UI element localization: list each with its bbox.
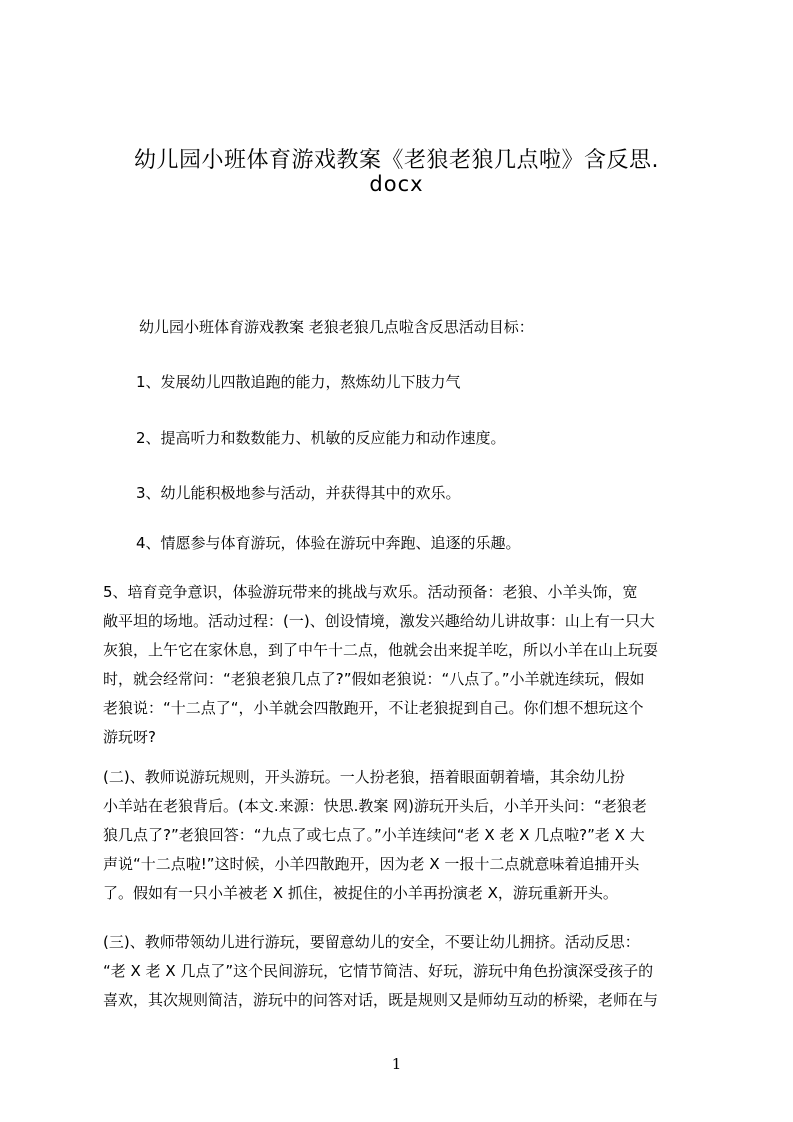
paragraph-line: (二)、教师说游玩规则，开头游玩。一人扮老狼，捂着眼面朝着墙，其余幼儿扮 [103, 768, 625, 786]
paragraph-line: 5、培育竞争意识，体验游玩带来的挑战与欢乐。活动预备：老狼、小羊头饰，宽 [103, 583, 638, 601]
paragraph-line: 了。假如有一只小羊被老 X 抓住，被捉住的小羊再扮演老 X，游玩重新开头。 [103, 884, 618, 902]
paragraph-line: 喜欢，其次规则简洁，游玩中的问答对话，既是规则又是师幼互动的桥梁，老师在与 [103, 991, 659, 1009]
paragraph-line: 敞平坦的场地。活动过程：(一)、创设情境，激发兴趣给幼儿讲故事：山上有一只大 [103, 612, 655, 630]
goal-item: 1、发展幼儿四散追跑的能力，熬炼幼儿下肢力气 [136, 373, 461, 391]
paragraph-line: 小羊站在老狼背后。(本文.来源：快思.教案 网)游玩开头后，小羊开头问：“老狼老 [103, 797, 647, 815]
step2-paragraph [103, 763, 718, 908]
goal5-paragraph [103, 578, 718, 752]
page-number: 1 [391, 1055, 402, 1073]
goal-item: 3、幼儿能积极地参与活动，并获得其中的欢乐。 [136, 484, 461, 502]
document-title: 幼儿园小班体育游戏教案《老狼老狼几点啦》含反思. [134, 148, 659, 173]
paragraph-line: “老 X 老 X 几点了”这个民间游玩，它情节简洁、好玩，游玩中角色扮演深受孩子的 [103, 962, 654, 980]
goal-item: 4、情愿参与体育游玩，体验在游玩中奔跑、追逐的乐趣。 [136, 534, 521, 552]
paragraph-line: 狼几点了?”老狼回答：“九点了或七点了。”小羊连续问“老 X 老 X 几点啦?”老 X 大 [103, 826, 645, 844]
document-title-extension: docx [369, 172, 424, 196]
intro-paragraph: 幼儿园小班体育游戏教案 老狼老狼几点啦含反思活动目标： [139, 318, 534, 336]
paragraph-line: 游玩呀? [103, 728, 156, 746]
paragraph-line: 灰狼，上午它在家休息，到了中午十二点，他就会出来捉羊吃，所以小羊在山上玩耍 [103, 641, 659, 659]
paragraph-line: 时，就会经常问：“老狼老狼几点了?”假如老狼说：“八点了。”小羊就连续玩，假如 [103, 670, 645, 688]
paragraph-line: 声说“十二点啦!”这时候，小羊四散跑开，因为老 X 一报十二点就意味着追捕开头 [103, 855, 640, 873]
paragraph-line: 老狼说：“十二点了“，小羊就会四散跑开，不让老狼捉到自己。你们想不想玩这个 [103, 699, 644, 717]
goal-item: 2、提高听力和数数能力、机敏的反应能力和动作速度。 [136, 429, 506, 447]
paragraph-line: (三)、教师带领幼儿进行游玩，要留意幼儿的安全，不要让幼儿拥挤。活动反思： [103, 933, 640, 951]
step3-paragraph [103, 928, 718, 1015]
